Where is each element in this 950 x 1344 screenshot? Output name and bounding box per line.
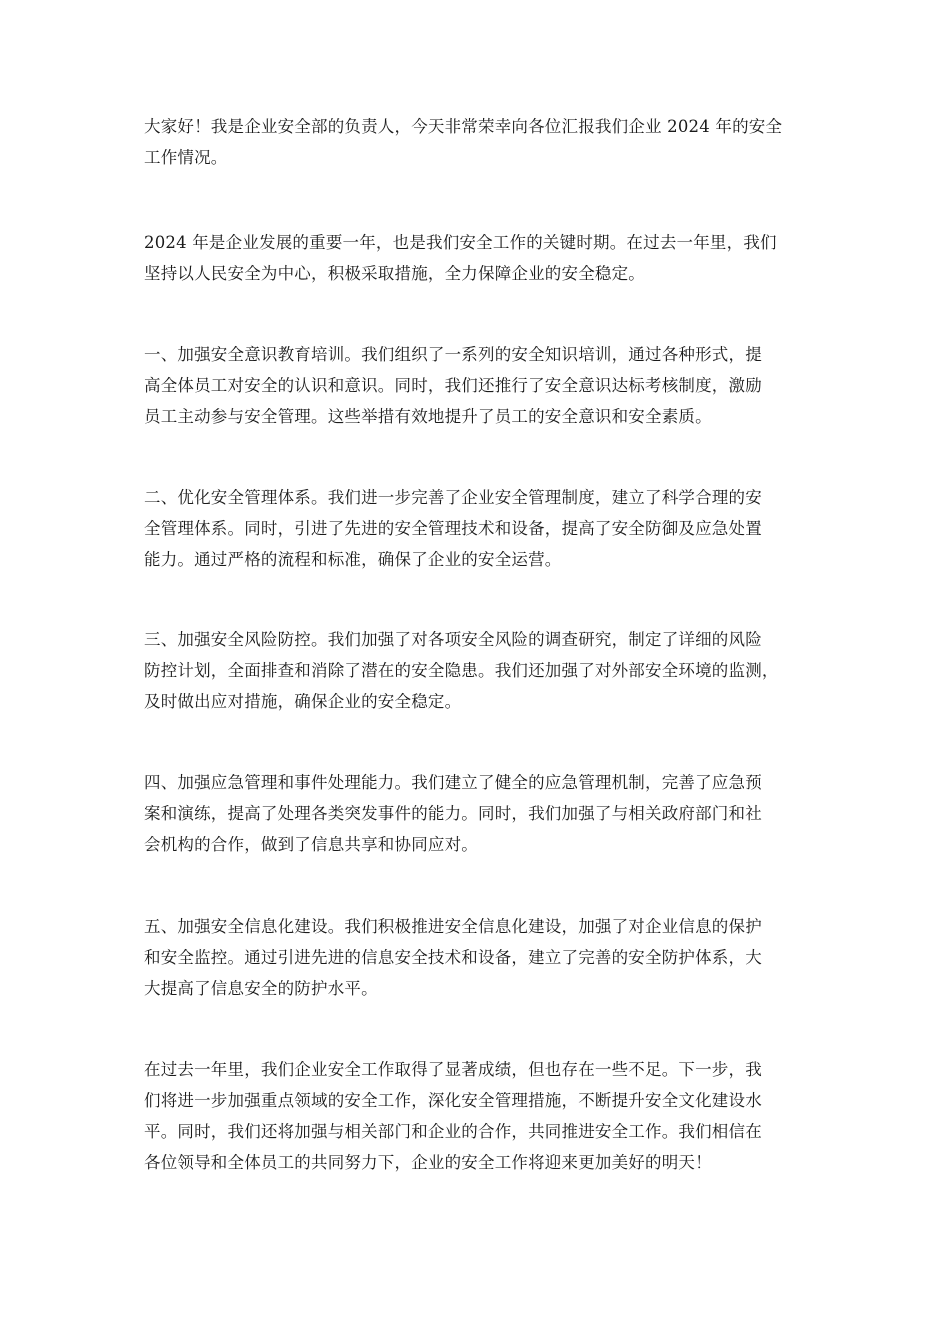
text-line: 员工主动参与安全管理。这些举措有效地提升了员工的安全意识和安全素质。 (144, 407, 712, 426)
text-line: 一、加强安全意识教育培训。我们组织了一系列的安全知识培训，通过各种形式，提 (144, 345, 762, 364)
text-line: 会机构的合作，做到了信息共享和协同应对。 (144, 835, 478, 854)
text-line: 大家好！我是企业安全部的负责人，今天非常荣幸向各位汇报我们企业 2024 年的安全 (144, 117, 783, 136)
text-line: 各位领导和全体员工的共同努力下，企业的安全工作将迎来更加美好的明天！ (144, 1153, 712, 1172)
text-line: 防控计划，全面排查和消除了潜在的安全隐患。我们还加强了对外部安全环境的监测， (144, 661, 779, 680)
text-line: 们将进一步加强重点领域的安全工作，深化安全管理措施，不断提升安全文化建设水 (144, 1091, 762, 1110)
paragraph-section-5 (144, 911, 824, 1004)
text-line: 大提高了信息安全的防护水平。 (144, 979, 378, 998)
paragraph-section-4 (144, 767, 824, 860)
text-line: 及时做出应对措施，确保企业的安全稳定。 (144, 692, 462, 711)
paragraph-section-2 (144, 482, 824, 575)
text-line: 工作情况。 (144, 148, 228, 167)
text-line: 二、优化安全管理体系。我们进一步完善了企业安全管理制度，建立了科学合理的安 (144, 488, 762, 507)
text-line: 平。同时，我们还将加强与相关部门和企业的合作，共同推进安全工作。我们相信在 (144, 1122, 762, 1141)
text-line: 四、加强应急管理和事件处理能力。我们建立了健全的应急管理机制，完善了应急预 (144, 773, 762, 792)
paragraph-section-1 (144, 339, 824, 432)
text-line: 能力。通过严格的流程和标准，确保了企业的安全运营。 (144, 550, 562, 569)
text-line: 案和演练，提高了处理各类突发事件的能力。同时，我们加强了与相关政府部门和社 (144, 804, 762, 823)
text-line: 在过去一年里，我们企业安全工作取得了显著成绩，但也存在一些不足。下一步，我 (144, 1060, 762, 1079)
text-line: 坚持以人民安全为中心，积极采取措施，全力保障企业的安全稳定。 (144, 264, 645, 283)
paragraph-overview (144, 227, 824, 289)
paragraph-section-3 (144, 624, 824, 717)
text-line: 五、加强安全信息化建设。我们积极推进安全信息化建设，加强了对企业信息的保护 (144, 917, 762, 936)
text-line: 2024 年是企业发展的重要一年，也是我们安全工作的关键时期。在过去一年里，我们 (144, 233, 777, 252)
text-line: 高全体员工对安全的认识和意识。同时，我们还推行了安全意识达标考核制度，激励 (144, 376, 762, 395)
paragraph-conclusion (144, 1054, 824, 1178)
text-line: 和安全监控。通过引进先进的信息安全技术和设备，建立了完善的安全防护体系，大 (144, 948, 762, 967)
paragraph-greeting (144, 111, 824, 173)
text-line: 全管理体系。同时，引进了先进的安全管理技术和设备，提高了安全防御及应急处置 (144, 519, 762, 538)
text-line: 三、加强安全风险防控。我们加强了对各项安全风险的调查研究，制定了详细的风险 (144, 630, 762, 649)
